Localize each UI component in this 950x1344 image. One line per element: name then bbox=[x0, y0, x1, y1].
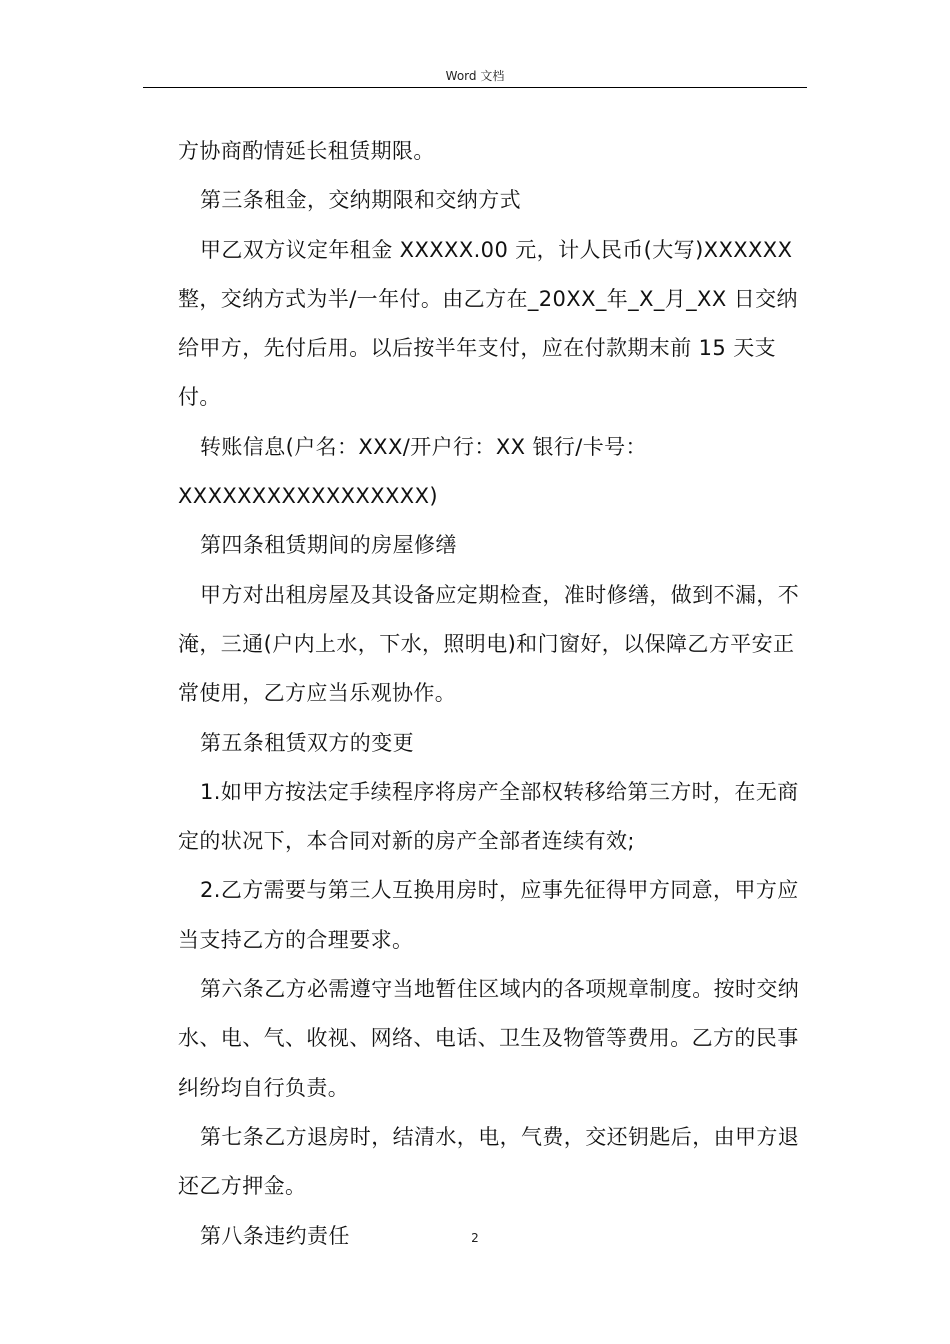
paragraph-card-number: XXXXXXXXXXXXXXXXX) bbox=[178, 484, 438, 509]
section-heading-article-3: 第三条租金，交纳期限和交纳方式 bbox=[200, 188, 521, 213]
paragraph-repairs: 甲方对出租房屋及其设备应定期检查，准时修缮，做到不漏，不淹，三通(户内上水，下水，照明电)和门窗好，以保障乙方平安正常使用，乙方应当乐观协作。 bbox=[178, 582, 800, 706]
paragraph-1: 方协商酌情延长租赁期限。 bbox=[178, 139, 435, 163]
paragraph-change-1: 1.如甲方按法定手续程序将房产全部权转移给第三方时，在无商定的状况下，本合同对新的房产全部者连续有效; bbox=[178, 779, 799, 854]
paragraph-rent-terms: 甲乙双方议定年租金 XXXXX.00 元，计人民币(大写)XXXXXX 整，交纳方式为半/一年付。由乙方在_20XX_年_X_月_XX 日交纳给甲方，先付后用。以后按半年支付，应在付款期末前 15 天支付。 bbox=[178, 237, 798, 410]
paragraph-article-6: 第六条乙方必需遵守当地暂住区域内的各项规章制度。按时交纳水、电、气、收视、网络、电话、卫生及物管等费用。乙方的民事纠纷均自行负责。 bbox=[178, 977, 800, 1100]
paragraph-transfer-info: 转账信息(户名：XXX/开户行：XX 银行/卡号： bbox=[200, 434, 647, 459]
document-body bbox=[178, 127, 808, 1261]
header-divider bbox=[143, 87, 807, 88]
section-heading-article-4: 第四条租赁期间的房屋修缮 bbox=[200, 533, 457, 558]
section-heading-article-8: 第八条违约责任 bbox=[200, 1223, 350, 1248]
document-header-title: Word 文档 bbox=[445, 69, 505, 83]
page-number: 2 bbox=[471, 1231, 479, 1245]
paragraph-article-7: 第七条乙方退房时，结清水，电，气费，交还钥匙后，由甲方退还乙方押金。 bbox=[178, 1124, 800, 1199]
paragraph-change-2: 2.乙方需要与第三人互换用房时，应事先征得甲方同意，甲方应当支持乙方的合理要求。 bbox=[178, 878, 799, 952]
section-heading-article-5: 第五条租赁双方的变更 bbox=[200, 730, 414, 755]
